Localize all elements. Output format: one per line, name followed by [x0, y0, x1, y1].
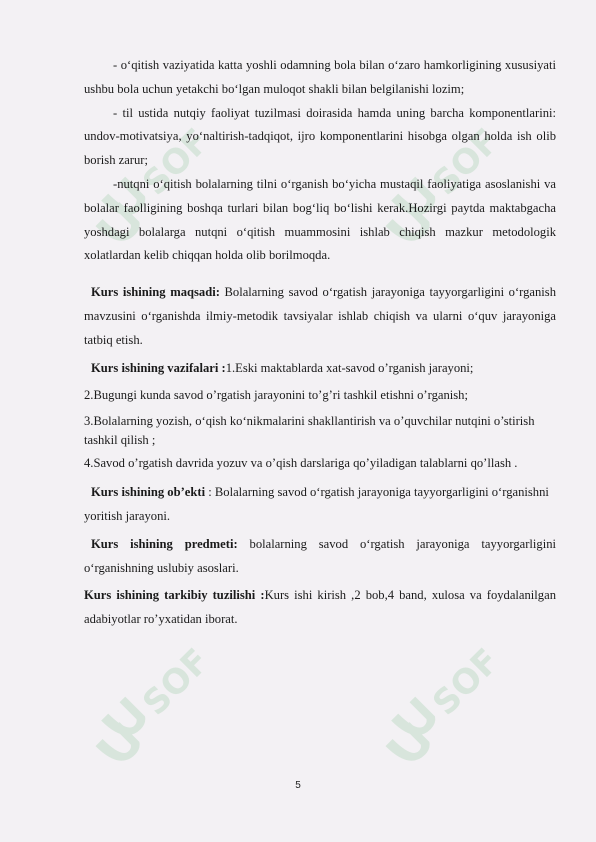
task-item: 4.Savod o’rgatish davrida yozuv va o’qish darslariga qo’yiladigan talablarni qo’llash . [84, 456, 518, 471]
intro-paragraph: - o‘qitish vaziyatida katta yoshli odamning bola bilan o‘zaro hamkorligining xususiyati ushbu bola uchun yetakchi bo‘lgan muloqot shakli bilan belgilanishi lozim; [84, 58, 556, 96]
svg-text:SOF: SOF [135, 641, 218, 724]
task-item: 3.Bolalarning yozish, o‘qish ko‘nikmalarini shakllantirish va o’quvchilar nutqini o’stirish tashkil qilish ; [84, 414, 535, 448]
task-item: 1.Eski maktablarda xat-savod o’rganish jarayoni; [225, 360, 474, 375]
structure-text: Kurs ishi kirish ,2 bob,4 band, xulosa va foydalanilgan adabiyotlar ro’yxatidan iborat. [84, 588, 556, 627]
subject-text: bolalarning savod o‘rgatish jarayoniga tayyorgarligini o‘rganishning uslubiy asoslari. [84, 536, 556, 575]
page-number: 5 [295, 780, 301, 791]
subject-label: Kurs ishining predmeti: [91, 536, 238, 551]
watermark-logo [360, 640, 510, 790]
goal-text: Bolalarning savod o‘rgatish jarayoniga tayyorgarligini o‘rganish mavzusini o‘rganishda ilmiy-metodik tavsiyalar ishlab chiqish va ularni o‘quv jarayoniga tatbiq etish. [84, 285, 557, 347]
svg-text:SOF: SOF [135, 121, 218, 204]
structure-section [84, 584, 556, 632]
svg-text:SOF: SOF [425, 121, 508, 204]
goal-label: Kurs ishining maqsadi: [91, 285, 220, 300]
intro-paragraph: - til ustida nutqiy faoliyat tuzilmasi doirasida hamda uning barcha komponentlarini: undov-motivatsiya, yo‘naltirish-tadqiqot, ijro komponentlarini hisobga olgan holda ish olib borish zarur; [84, 105, 556, 168]
intro-paragraph: -nutqni o‘qitish bolalarning tilni o‘rganish bo‘yicha mustaqil faoliyatiga asoslanishi va bolalar faolligining boshqa turlari bilan bog‘liq bo‘lishi kerak.Hozirgi paytda maktabgacha yoshdagi bolalarga nutqni o‘qitish muammosini ishlab chiqish mazkur metodologik xolatlardan kelib chiqqan holda olib borilmoqda. [84, 176, 556, 263]
object-text: : Bolalarning savod o‘rgatish jarayoniga tayyorgarligini o‘rganishni yoritish jarayoni. [84, 485, 549, 523]
watermark-logo [70, 640, 220, 790]
structure-label: Kurs ishining tarkibiy tuzilishi : [84, 588, 265, 603]
object-section [84, 481, 556, 529]
task-item: 2.Bugungi kunda savod o’rgatish jarayonini to’g’ri tashkil etishni o’rganish; [84, 388, 468, 403]
svg-text:SOF: SOF [425, 641, 508, 724]
tasks-section [84, 357, 556, 381]
tasks-label: Kurs ishining vazifalari : [91, 360, 226, 375]
page-body [84, 54, 556, 632]
goal-section [84, 281, 556, 352]
object-label: Kurs ishining ob’ekti [91, 485, 206, 500]
subject-section [84, 533, 556, 581]
